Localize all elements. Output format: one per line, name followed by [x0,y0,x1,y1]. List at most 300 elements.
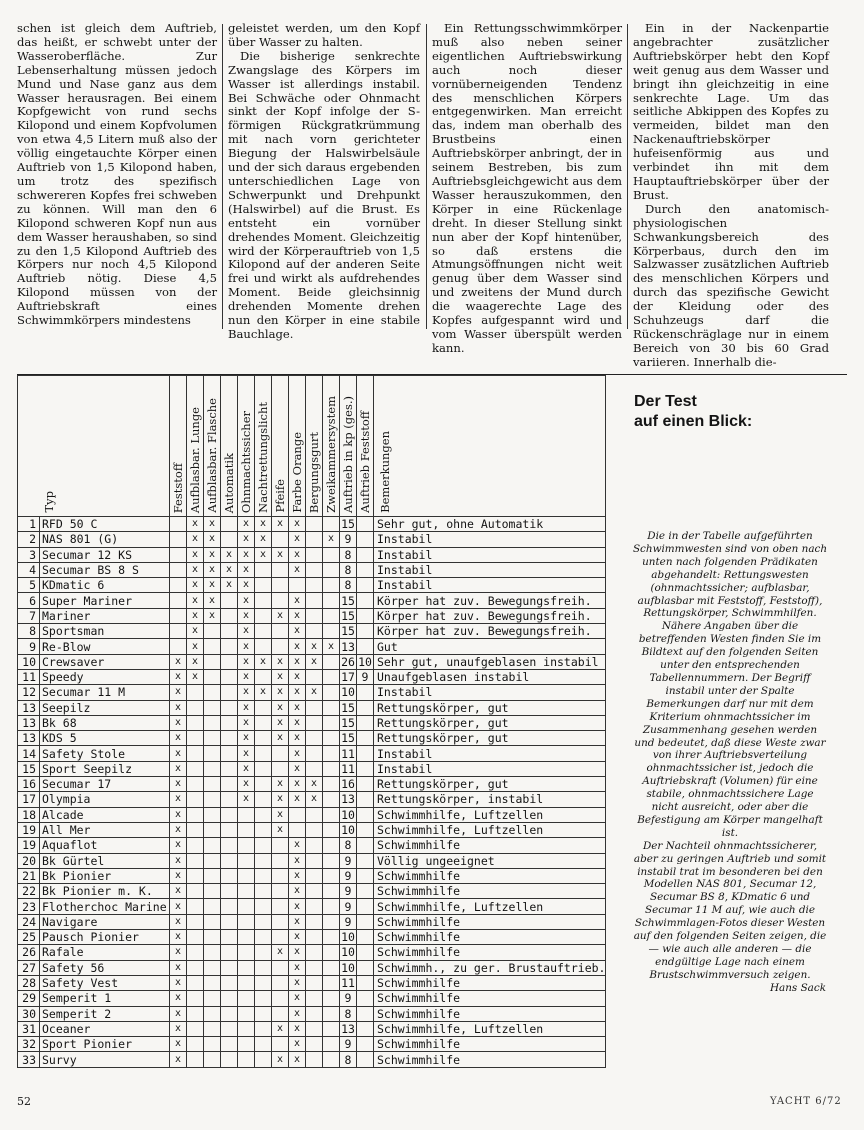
feature-cell [323,991,340,1006]
table-row [18,761,606,776]
feature-cell [187,853,204,868]
feature-cell: x [170,991,187,1006]
feature-cell [306,1006,323,1021]
feature-cell: x [289,517,306,532]
feature-cell [170,517,187,532]
row-type: RFD 50 C [40,517,170,532]
feature-cell [221,532,238,547]
feature-cell: x [289,899,306,914]
row-type: Crewsaver [40,654,170,669]
feststoff-cell [357,991,374,1006]
feststoff-cell [357,532,374,547]
table-row [18,930,606,945]
feature-cell [272,975,289,990]
feature-cell [306,807,323,822]
feature-cell: x [170,792,187,807]
feature-cell: x [238,777,255,792]
remark-cell: Schwimmhilfe, Luftzellen [374,822,606,837]
article-paragraph: geleistet werden, um den Kopf über Wasser zu halten. [228,21,420,49]
auftrieb-cell: 8 [340,547,357,562]
feature-cell [255,1021,272,1036]
header-flag: Automatik [221,376,238,517]
feature-cell: x [272,945,289,960]
feature-cell: x [187,639,204,654]
test-table-container [17,375,606,1068]
feststoff-cell [357,975,374,990]
article-paragraph: Die bisherige senkrechte Zwangslage des Körpers im Wasser ist allerdings instabil. Bei Schwäche oder Ohnmacht sinkt der Kopf infolge der S-förmigen Rückgratkrümmung mit nach vorn gerichteter Biegung der Halswirbelsäule und der sich daraus ergebenden unterschiedlichen Lage von Schwerpunkt und Drehpunkt (Halswirbel) auf die Brust. Es entsteht ein vornüber drehendes Moment. Gleichzeitig wird der Körperauftrieb von 1,5 Kilopond auf der anderen Seite frei und wirkt als aufdrehendes Moment. Beide gleichsinnig drehenden Momente drehen nun den Körper in eine stabile Bauchlage. [228,48,420,341]
table-row [18,700,606,715]
feature-cell: x [204,578,221,593]
feature-cell [204,731,221,746]
row-type: Super Mariner [40,593,170,608]
feststoff-cell [357,884,374,899]
remark-cell: Schwimmhilfe, Luftzellen [374,1021,606,1036]
feature-cell [170,547,187,562]
feature-cell [306,731,323,746]
feature-cell [170,562,187,577]
article-column-1 [17,22,217,332]
column-divider [222,24,223,329]
feature-cell [323,777,340,792]
remark-cell: Schwimmhilfe [374,975,606,990]
feature-cell [323,945,340,960]
remark-cell: Rettungskörper, gut [374,731,606,746]
remark-cell: Schwimmhilfe [374,884,606,899]
auftrieb-cell: 15 [341,731,355,746]
feature-cell [187,960,204,975]
feature-cell: x [170,914,187,929]
feature-cell: x [289,914,306,929]
feature-cell: x [306,792,323,807]
feature-cell [255,608,272,623]
feature-cell [323,669,340,684]
feature-cell [238,991,255,1006]
feature-cell [255,731,272,746]
feature-cell: x [289,884,306,899]
feature-cell: x [272,669,289,684]
feature-cell [187,807,204,822]
feature-cell: x [272,1052,289,1067]
feature-cell [221,777,238,792]
feature-cell [255,1052,272,1067]
feature-cell: x [272,731,289,746]
feature-cell: x [289,639,306,654]
feststoff-cell [357,624,374,639]
feature-cell: x [238,700,255,715]
remark-cell: Rettungskörper, gut [374,715,606,730]
feature-cell [323,731,340,746]
feature-cell [306,624,323,639]
feature-cell: x [289,685,306,700]
feature-cell [187,838,204,853]
feature-cell [272,562,289,577]
auftrieb-cell: 9 [340,1037,357,1052]
feature-cell: x [238,654,255,669]
feature-cell: x [289,975,306,990]
feature-cell: x [187,593,204,608]
row-type: Rafale [40,945,170,960]
feststoff-cell [357,578,374,593]
feature-cell [238,1006,255,1021]
auftrieb-cell: 9 [340,868,357,883]
feature-cell [323,654,340,669]
feature-cell: x [170,761,187,776]
feature-cell [323,1006,340,1021]
row-type: Secumar 17 [40,777,170,792]
header-flag: Nachtrettungslicht [255,376,272,517]
feature-cell [323,853,340,868]
auftrieb-cell: 11 [341,761,355,776]
auftrieb-cell: 11 [341,976,355,991]
feature-cell: x [204,517,221,532]
feature-cell [221,945,238,960]
remark-cell: Schwimmhilfe [374,991,606,1006]
feature-cell: x [272,715,289,730]
row-number: 25 [18,930,40,945]
feature-cell [255,578,272,593]
feature-cell: x [170,945,187,960]
table-row [18,624,606,639]
feature-cell [238,807,255,822]
feature-cell: x [238,517,255,532]
table-row [18,822,606,837]
feature-cell: x [187,547,204,562]
feststoff-cell [357,930,374,945]
feature-cell [204,624,221,639]
feature-cell [204,777,221,792]
row-number: 22 [18,884,40,899]
feature-cell [306,1021,323,1036]
auftrieb-cell: 17 [341,670,355,685]
feststoff-cell [357,914,374,929]
feature-cell [323,975,340,990]
table-row [18,914,606,929]
feature-cell [187,746,204,761]
sidebar-paragraph: Der Nachteil ohnmachtssicherer, aber zu geringen Auftrieb und somit instabil trat im besonderen bei den Modellen NAS 801, Secumar 12, Secumar BS 8, KDmatic 6 und Secumar 11 M auf, wie auch die Schwimmlagen-Fotos dieser Westen auf den folgenden Seiten zeigen, die — wie auch alle anderen — die endgültige Lage nach einem Brustschwimmversuch zeigen. [633,839,827,981]
feature-cell [272,991,289,1006]
feature-cell: x [187,608,204,623]
feature-cell [221,608,238,623]
feature-cell: x [289,853,306,868]
row-number: 6 [18,593,40,608]
feature-cell [306,884,323,899]
feature-cell: x [272,792,289,807]
feature-cell [204,746,221,761]
feature-cell [221,807,238,822]
feature-cell: x [255,547,272,562]
auftrieb-cell: 15 [341,608,355,623]
feature-cell: x [170,899,187,914]
feature-cell [187,914,204,929]
feature-cell: x [238,562,255,577]
sidebar-note [632,530,828,995]
feature-cell [323,547,340,562]
feature-cell: x [289,991,306,1006]
header-bemerkungen: Bemerkungen [374,376,606,517]
feature-cell: x [170,1021,187,1036]
auftrieb-cell: 16 [341,777,355,792]
feature-cell [306,669,323,684]
remark-cell: Schwimmhilfe [374,838,606,853]
row-type: Bk Pionier [40,868,170,883]
header-flag: Aufblasbar. Lunge [187,376,204,517]
feature-cell: x [221,562,238,577]
feature-cell [289,822,306,837]
feature-cell [187,777,204,792]
feature-cell [221,1037,238,1052]
row-number: 19 [18,822,40,837]
page-number: 52 [17,1095,31,1108]
feature-cell [221,1021,238,1036]
author-signature: Hans Sack [769,981,826,994]
feature-cell: x [187,562,204,577]
feature-cell [255,853,272,868]
feature-cell [187,761,204,776]
row-number: 16 [18,777,40,792]
row-number: 13 [18,715,40,730]
feature-cell [204,654,221,669]
feature-cell: x [221,547,238,562]
row-number: 24 [18,914,40,929]
feature-cell: x [289,532,306,547]
row-type: Semperit 1 [40,991,170,1006]
feature-cell [238,1021,255,1036]
table-row [18,807,606,822]
feature-cell [272,593,289,608]
feature-cell [204,884,221,899]
feature-cell: x [170,777,187,792]
auftrieb-cell: 9 [340,899,357,914]
feature-cell [204,838,221,853]
article-column-2 [228,21,420,341]
feature-cell [187,731,204,746]
feature-cell [204,960,221,975]
remark-cell: Unaufgeblasen instabil [374,669,606,684]
feature-cell: x [289,731,306,746]
header-flag: Farbe Orange [289,376,306,517]
table-row [18,654,606,669]
feature-cell [238,1052,255,1067]
remark-cell: Instabil [374,547,606,562]
feature-cell: x [289,761,306,776]
remark-cell: Schwimmhilfe, Luftzellen [374,807,606,822]
row-type: Olympia [40,792,170,807]
feature-cell [272,761,289,776]
feature-cell: x [289,930,306,945]
feature-cell [238,914,255,929]
row-number: 18 [18,807,40,822]
feature-cell [204,1052,221,1067]
feature-cell: x [289,945,306,960]
auftrieb-cell: 9 [340,532,357,547]
feature-cell [323,715,340,730]
feature-cell: x [272,1021,289,1036]
feature-cell [221,517,238,532]
feature-cell [306,1037,323,1052]
auftrieb-cell: 15 [341,517,355,532]
table-row [18,838,606,853]
feature-cell [323,838,340,853]
feature-cell: x [187,532,204,547]
feature-cell [255,1037,272,1052]
auftrieb-cell: 9 [340,853,357,868]
feature-cell: x [170,1006,187,1021]
feature-cell [272,930,289,945]
feature-cell [221,884,238,899]
feature-cell [187,991,204,1006]
table-row [18,975,606,990]
table-row [18,1006,606,1021]
feature-cell: x [289,608,306,623]
feature-cell [323,1052,340,1067]
remark-cell: Schwimmhilfe [374,1052,606,1067]
feature-cell: x [170,868,187,883]
feature-cell [204,914,221,929]
row-type: Secumar 11 M [40,685,170,700]
feature-cell [272,838,289,853]
header-flag: Ohnmachtssicher [238,376,255,517]
feature-cell: x [289,669,306,684]
article-paragraph: Ein Rettungsschwimmkörper muß also neben seiner eigentlichen Auftriebswirkung auch noch dieser vornüberneigenden Tendenz des menschlichen Körpers entgegenwirken. Man erreicht das, indem man oberhalb des Brustbeins einen Auftriebskörper anbringt, der in seinem Bestreben, bis zum Auftriebsgleichgewicht aus dem Wasser herauszukommen, den Körper in eine Rückenlage dreht. In dieser Stellung sinkt nun aber der Kopf hintenüber, so daß erstens die Atmungsöffnungen nicht weit genug über dem Wasser sind und zweitens der Mund durch die waagerechte Lage des Kopfes aufgespannt wird und vom Wasser überspült werden kann. [432,21,622,355]
feature-cell: x [289,777,306,792]
feature-cell [221,685,238,700]
remark-cell: Schwimmhilfe, Luftzellen [374,899,606,914]
feature-cell: x [170,822,187,837]
feature-cell: x [272,822,289,837]
remark-cell: Instabil [374,761,606,776]
row-number: 23 [18,899,40,914]
feature-cell [221,1052,238,1067]
feature-cell [187,945,204,960]
feature-cell [306,822,323,837]
row-number: 4 [18,562,40,577]
feststoff-cell [357,715,374,730]
feature-cell [221,822,238,837]
row-number: 9 [18,639,40,654]
auftrieb-cell: 13 [341,792,355,807]
remark-cell: Instabil [374,562,606,577]
feature-cell [238,930,255,945]
row-number: 13 [18,700,40,715]
remark-cell: Sehr gut, unaufgeblasen instabil [374,654,606,669]
remark-cell: Schwimmhilfe [374,1037,606,1052]
row-type: KDmatic 6 [40,578,170,593]
feature-cell [204,715,221,730]
feature-cell [255,624,272,639]
row-number: 8 [18,624,40,639]
remark-cell: Schwimmhilfe [374,1006,606,1021]
feature-cell [221,700,238,715]
table-row [18,746,606,761]
sidebar-title-line: Der Test [634,393,697,410]
feature-cell: x [289,1037,306,1052]
row-type: Mariner [40,608,170,623]
remark-cell: Rettungskörper, instabil [374,792,606,807]
feature-cell [221,853,238,868]
feature-cell [255,822,272,837]
feature-cell [238,960,255,975]
feature-cell [170,532,187,547]
table-row [18,517,606,532]
row-number: 26 [18,945,40,960]
auftrieb-cell: 10 [341,945,355,960]
remark-cell: Völlig ungeeignet [374,853,606,868]
feature-cell [187,792,204,807]
row-number: 3 [18,547,40,562]
feature-cell: x [204,562,221,577]
feature-cell [306,1052,323,1067]
feature-cell [255,777,272,792]
feature-cell [255,838,272,853]
feature-cell [306,930,323,945]
feature-cell [306,715,323,730]
feature-cell [187,1021,204,1036]
feature-cell [221,792,238,807]
feature-cell [272,532,289,547]
auftrieb-cell: 15 [341,716,355,730]
feature-cell: x [255,517,272,532]
feature-cell [323,868,340,883]
remark-cell: Sehr gut, ohne Automatik [374,517,606,532]
table-row [18,884,606,899]
feature-cell [204,669,221,684]
table-row [18,792,606,807]
feature-cell: x [204,547,221,562]
auftrieb-cell: 8 [340,578,357,593]
row-number: 12 [18,685,40,700]
feststoff-cell [357,899,374,914]
feature-cell [204,868,221,883]
header-flag: Feststoff [170,376,187,517]
feature-cell: x [289,562,306,577]
feature-cell [204,685,221,700]
feature-cell: x [238,731,255,746]
feature-cell [221,960,238,975]
feature-cell [306,746,323,761]
feststoff-cell [357,1006,374,1021]
feature-cell: x [272,547,289,562]
feature-cell [289,807,306,822]
feature-cell: x [170,975,187,990]
feature-cell: x [170,685,187,700]
feature-cell [221,1006,238,1021]
auftrieb-cell: 8 [340,1052,357,1067]
feature-cell: x [238,578,255,593]
feature-cell [272,853,289,868]
feature-cell [221,930,238,945]
feststoff-cell [357,608,374,623]
feature-cell: x [289,715,306,730]
feststoff-cell [357,685,374,700]
row-type: Pausch Pionier [40,930,170,945]
table-row [18,777,606,792]
row-type: Speedy [40,669,170,684]
feature-cell: x [170,669,187,684]
feature-cell: x [204,608,221,623]
feature-cell: x [204,593,221,608]
feature-cell [204,930,221,945]
column-divider [627,24,628,329]
row-type: NAS 801 (G) [40,532,170,547]
feature-cell [255,930,272,945]
feature-cell [204,807,221,822]
row-type: Sport Pionier [40,1037,170,1052]
feature-cell [323,884,340,899]
feature-cell [187,715,204,730]
feature-cell [170,593,187,608]
table-row [18,868,606,883]
feature-cell: x [289,746,306,761]
